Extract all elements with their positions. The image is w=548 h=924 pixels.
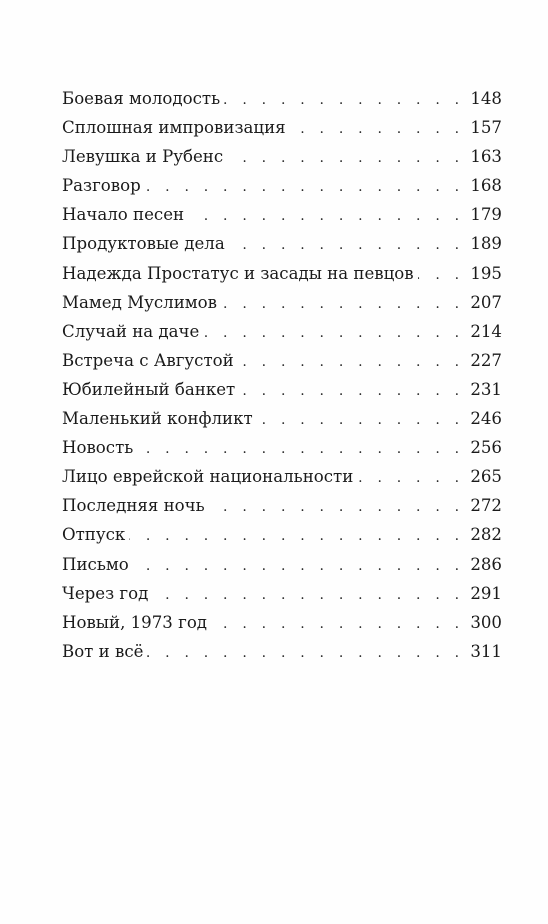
toc-entry-page-number: 227 bbox=[470, 350, 502, 370]
toc-entry-page-number: 179 bbox=[470, 205, 502, 225]
dot-leader bbox=[137, 435, 464, 464]
toc-entry-page-number: 291 bbox=[470, 583, 502, 603]
dot-leader bbox=[209, 493, 465, 522]
toc-entry bbox=[62, 317, 502, 346]
toc-entry bbox=[62, 288, 502, 317]
toc-entry-title: Боевая молодость bbox=[62, 89, 221, 108]
toc-entry-page-number: 207 bbox=[470, 292, 502, 312]
toc-entry-title: Продуктовые дела bbox=[62, 234, 225, 254]
toc-entry-title: Новость bbox=[62, 438, 134, 458]
toc-entry-title: Сплошная импровизация bbox=[62, 118, 286, 138]
toc-entry-page-number: 272 bbox=[470, 496, 502, 516]
toc-entry-title: Начало песен bbox=[62, 205, 185, 225]
toc-entry-page-number: 163 bbox=[470, 147, 502, 167]
dot-leader bbox=[129, 522, 464, 551]
toc-entry bbox=[62, 637, 502, 666]
toc-entry-page-number: 168 bbox=[470, 176, 502, 196]
toc-entry-title: Мамед Муслимов bbox=[62, 292, 217, 312]
toc-entry-title: Случай на даче bbox=[62, 321, 200, 341]
toc-entry-page-number: 311 bbox=[470, 641, 502, 661]
toc-entry-page-number: 157 bbox=[470, 118, 502, 138]
toc-entry-page-number: 282 bbox=[470, 525, 502, 545]
toc-entry bbox=[62, 84, 502, 113]
toc-entry-title: Последняя ночь bbox=[62, 496, 205, 516]
toc-entry-page-number: 148 bbox=[470, 89, 502, 108]
dot-leader bbox=[238, 348, 465, 377]
toc-entry-title: Лицо еврейской национальности bbox=[62, 467, 354, 487]
toc-entry-page-number: 214 bbox=[470, 321, 502, 341]
dot-leader bbox=[229, 231, 465, 260]
toc-entry-page-number: 300 bbox=[470, 612, 502, 632]
toc-entry-page-number: 265 bbox=[470, 467, 502, 487]
toc-entry-page-number: 231 bbox=[470, 379, 502, 399]
dot-leader bbox=[357, 464, 464, 493]
dot-leader bbox=[152, 581, 464, 610]
toc-entry-title: Через год bbox=[62, 583, 149, 603]
toc-entry-title: Разговор bbox=[62, 176, 141, 196]
dot-leader bbox=[211, 610, 464, 639]
toc-entry-title: Новый, 1973 год bbox=[62, 612, 208, 632]
toc-entry bbox=[62, 346, 502, 375]
toc-entry-page-number: 189 bbox=[470, 234, 502, 254]
toc-entry bbox=[62, 608, 502, 637]
dot-leader bbox=[203, 319, 464, 348]
toc-entry bbox=[62, 404, 502, 433]
toc-entry-title: Надежда Простатус и засады на певцов bbox=[62, 263, 414, 283]
toc-entry-title: Маленький конфликт bbox=[62, 409, 253, 429]
toc-entry-page-number: 256 bbox=[470, 438, 502, 458]
dot-leader bbox=[224, 86, 464, 115]
dot-leader bbox=[239, 377, 464, 406]
toc-entry bbox=[62, 462, 502, 491]
toc-entry-title: Левушка и Рубенс bbox=[62, 147, 224, 167]
toc-entry-page-number: 286 bbox=[470, 554, 502, 574]
toc-entry bbox=[62, 491, 502, 520]
toc-entry-page-number: 246 bbox=[470, 409, 502, 429]
dot-leader bbox=[147, 639, 464, 668]
toc-entry bbox=[62, 433, 502, 462]
toc-entry-title: Юбилейный банкет bbox=[62, 379, 236, 399]
dot-leader bbox=[227, 144, 464, 173]
dot-leader bbox=[188, 202, 464, 231]
toc-entry bbox=[62, 171, 502, 200]
toc-entry bbox=[62, 550, 502, 579]
toc-entry-page-number: 195 bbox=[470, 263, 502, 283]
dot-leader bbox=[257, 406, 465, 435]
toc-entry bbox=[62, 375, 502, 404]
toc-entry bbox=[62, 200, 502, 229]
toc-entry bbox=[62, 579, 502, 608]
dot-leader bbox=[145, 173, 465, 202]
toc-entry bbox=[62, 229, 502, 258]
dot-leader bbox=[133, 552, 465, 581]
toc-entry-title: Вот и всё bbox=[62, 641, 144, 661]
toc-entry bbox=[62, 113, 502, 142]
dot-leader bbox=[418, 261, 465, 290]
toc-entry-title: Встреча с Августой bbox=[62, 350, 234, 370]
toc-entry bbox=[62, 520, 502, 549]
table-of-contents bbox=[62, 84, 502, 666]
dot-leader bbox=[221, 290, 464, 319]
toc-entry bbox=[62, 259, 502, 288]
toc-entry bbox=[62, 142, 502, 171]
toc-entry-title: Письмо bbox=[62, 554, 129, 574]
dot-leader bbox=[290, 115, 465, 144]
toc-entry-title: Отпуск bbox=[62, 525, 126, 545]
